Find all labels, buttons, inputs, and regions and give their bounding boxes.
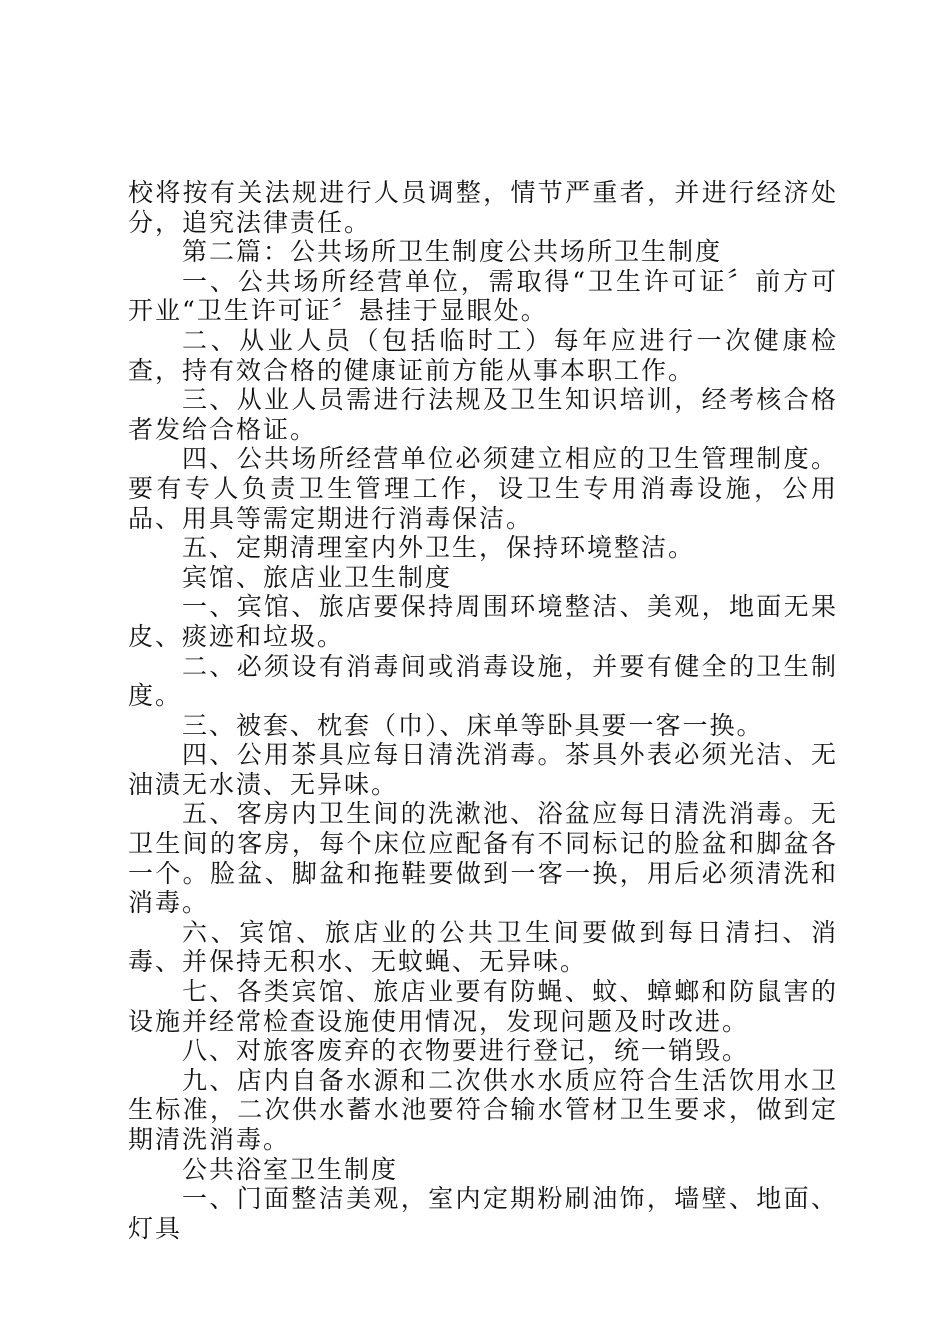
paragraph: 三、从业人员需进行法规及卫生知识培训，经考核合格者发给合格证。 — [128, 385, 838, 444]
paragraph: 校将按有关法规进行人员调整，情节严重者，并进行经济处分，追究法律责任。 — [128, 178, 838, 237]
document-body — [128, 178, 838, 1243]
paragraph: 四、公用茶具应每日清洗消毒。茶具外表必须光洁、无油渍无水渍、无异味。 — [128, 740, 838, 799]
paragraph: 四、公共场所经营单位必须建立相应的卫生管理制度。要有专人负责卫生管理工作，设卫生专用消毒设施，公用品、用具等需定期进行消毒保洁。 — [128, 444, 838, 533]
paragraph: 二、从业人员（包括临时工）每年应进行一次健康检查，持有效合格的健康证前方能从事本职工作。 — [128, 325, 838, 385]
paragraph: 五、客房内卫生间的洗漱池、浴盆应每日清洗消毒。无卫生间的客房，每个床位应配备有不同标记的脸盆和脚盆各一个。脸盆、脚盆和拖鞋要做到一客一换，用后必须清洗和消毒。 — [128, 799, 838, 918]
paragraph: 九、店内自备水源和二次供水水质应符合生活饮用水卫生标准，二次供水蓄水池要符合输水管材卫生要求，做到定期清洗消毒。 — [128, 1065, 838, 1154]
paragraph: 二、必须设有消毒间或消毒设施，并要有健全的卫生制度。 — [128, 651, 838, 711]
paragraph: 一、门面整洁美观，室内定期粉刷油饰，墙壁、地面、灯具 — [128, 1184, 838, 1243]
paragraph: 公共浴室卫生制度 — [182, 1154, 399, 1184]
paragraph: 八、对旅客废弃的衣物要进行登记，统一销毁。 — [182, 1036, 750, 1066]
paragraph: 一、宾馆、旅店要保持周围环境整洁、美观，地面无果皮、痰迹和垃圾。 — [128, 592, 838, 651]
paragraph: 一、公共场所经营单位，需取得“卫生许可证〞前方可开业“卫生许可证〞悬挂于显眼处。 — [128, 266, 838, 326]
paragraph: 宾馆、旅店业卫生制度 — [182, 562, 453, 592]
paragraph: 六、宾馆、旅店业的公共卫生间要做到每日清扫、消毒、并保持无积水、无蚊蝇、无异味。 — [128, 917, 838, 977]
paragraph: 第二篇：公共场所卫生制度公共场所卫生制度 — [182, 237, 723, 267]
paragraph: 五、定期清理室内外卫生，保持环境整洁。 — [182, 533, 696, 563]
paragraph: 三、被套、枕套（巾）、床单等卧具要一客一换。 — [182, 710, 764, 740]
paragraph: 七、各类宾馆、旅店业要有防蝇、蚊、蟑螂和防鼠害的设施并经常检查设施使用情况，发现问题及时改进。 — [128, 977, 838, 1036]
